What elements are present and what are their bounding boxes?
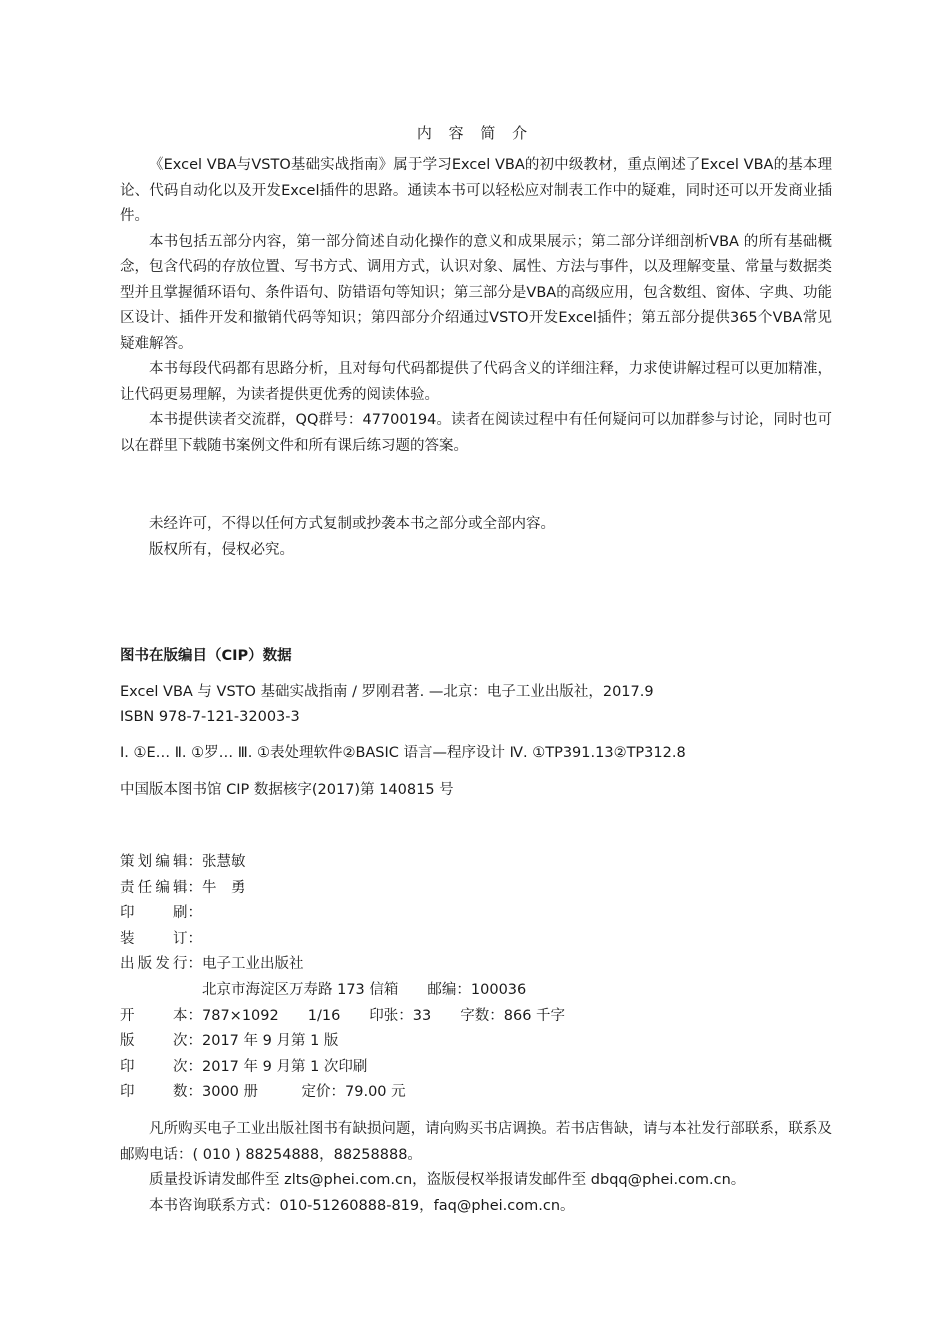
credit-label [120,952,202,978]
credit-label-char: 策 [120,854,135,870]
intro-paragraph: 本书提供读者交流群，QQ群号：47700194。读者在阅读过程中有任何疑问可以加群参与讨论，同时也可以在群里下载随书案例文件和所有课后练习题的答案。 [120,412,832,454]
credit-label-char: 编 [155,854,170,870]
purchase-paragraph: 凡所购买电子工业出版社图书有缺损问题，请向购买书店调换。若书店售缺，请与本社发行部联系，联系及邮购电话：( 010 ) 88254888，88258888。 [120,1121,832,1163]
credit-row [120,901,565,927]
credit-label-char: 本： [173,1007,202,1024]
credit-label-char: 辑： [172,854,202,870]
intro-paragraph: 本书包括五部分内容，第一部分简述自动化操作的意义和成果展示；第二部分详细剖析VBA 的所有基础概念，包含代码的存放位置、写书方式、调用方式，认识对象、属性、方法与事件，以及理解变量、常量与数据类型并且掌握循环语句、条件语句、防错语句等知识；第三部分是VBA的高级应用，包含数组、窗体、字典、功能区设计、插件开发和撤销代码等知识；第四部分介绍通过VSTO开发Excel插件；第五部分提供365个VBA常见疑难解答。 [120,233,832,352]
credit-label-char: 责 [120,879,135,896]
credit-value: 张慧敏 [202,854,246,870]
cip-classification: Ⅰ. ①E… Ⅱ. ①罗… Ⅲ. ①表处理软件②BASIC 语言—程序设计 Ⅳ. ①TP391.13②TP312.8 [120,745,686,761]
credit-label-char: 版 [137,956,153,973]
credit-row [120,1004,565,1030]
purchase-paragraph: 本书咨询联系方式：010-51260888-819，faq@phei.com.cn。 [149,1197,575,1214]
credit-label-char: 版 [120,1033,135,1050]
intro-title: 内 容 简 介 [416,124,534,142]
credit-row [120,1029,565,1055]
intro-body [120,153,832,459]
intro-paragraph: 《Excel VBA与VSTO基础实战指南》属于学习Excel VBA的初中级教材，重点阐述了Excel VBA的基本理论、代码自动化以及开发Excel插件的思路。通读本书可以轻松应对制表工作中的疑难，同时还可以开发商业插件。 [120,157,832,224]
credit-label-char: 开 [120,1007,135,1024]
credit-row [120,927,565,953]
credit-label [120,1029,202,1055]
credit-label-char: 出 [120,956,135,973]
credit-value: 2017 年 9 月第 1 次印刷 [202,1058,368,1075]
credit-label-char: 任 [137,879,153,896]
credit-label-char: 印 [120,1058,135,1075]
credit-label-char: 辑： [172,879,202,896]
credit-label-char: 编 [155,879,170,896]
purchase-info [120,1117,832,1219]
credit-label-char: 数： [173,1084,202,1101]
copyright-notice [120,512,832,563]
credit-row [120,952,565,978]
credit-row [120,1055,565,1081]
credit-label [120,901,202,927]
publication-credits [120,850,565,1106]
copyright-line: 未经许可，不得以任何方式复制或抄袭本书之部分或全部内容。 [149,516,555,532]
credit-label [120,1004,202,1030]
credit-label-char: 印 [120,905,135,922]
credit-label [120,1080,202,1106]
credit-label [120,978,202,1004]
credit-label-char: 刷： [173,905,202,922]
credit-label [120,850,202,876]
credit-row [120,1080,565,1106]
credit-value: 2017 年 9 月第 1 版 [202,1033,339,1050]
credit-value: 北京市海淀区万寿路 173 信箱 邮编：100036 [202,981,527,998]
credit-label-char: 订： [173,930,202,947]
cip-library-number: 中国版本图书馆 CIP 数据核字(2017)第 140815 号 [120,782,454,798]
cip-isbn: ISBN 978-7-121-32003-3 [120,709,300,725]
credit-label-char: 行： [172,956,202,973]
purchase-paragraph: 质量投诉请发邮件至 zlts@phei.com.cn，盗版侵权举报请发邮件至 dbqq@phei.com.cn。 [149,1172,746,1188]
credit-label-char: 装 [120,930,135,947]
credit-label [120,1055,202,1081]
credit-label-char: 次： [173,1058,202,1075]
credit-value: 787×1092 1/16 印张：33 字数：866 千字 [202,1007,566,1024]
credit-row [120,850,565,876]
credit-label [120,927,202,953]
cip-title-line: Excel VBA 与 VSTO 基础实战指南 / 罗刚君著. —北京：电子工业出版社，2017.9 [120,684,654,700]
credit-value: 牛 勇 [202,879,246,896]
credit-label-char: 划 [137,854,153,870]
credit-label-char: 次： [173,1033,202,1050]
credit-value: 电子工业出版社 [202,956,304,973]
cip-heading: 图书在版编目（CIP）数据 [120,648,292,664]
credit-row [120,978,565,1004]
credit-label [120,876,202,902]
credit-label-char: 发 [155,956,170,973]
copyright-line: 版权所有，侵权必究。 [149,541,294,558]
credit-value: 3000 册 定价：79.00 元 [202,1084,406,1101]
credit-row [120,876,565,902]
intro-paragraph: 本书每段代码都有思路分析，且对每句代码都提供了代码含义的详细注释，力求使讲解过程可以更加精准，让代码更易理解，为读者提供更优秀的阅读体验。 [120,361,832,403]
credit-label-char: 印 [120,1084,135,1101]
